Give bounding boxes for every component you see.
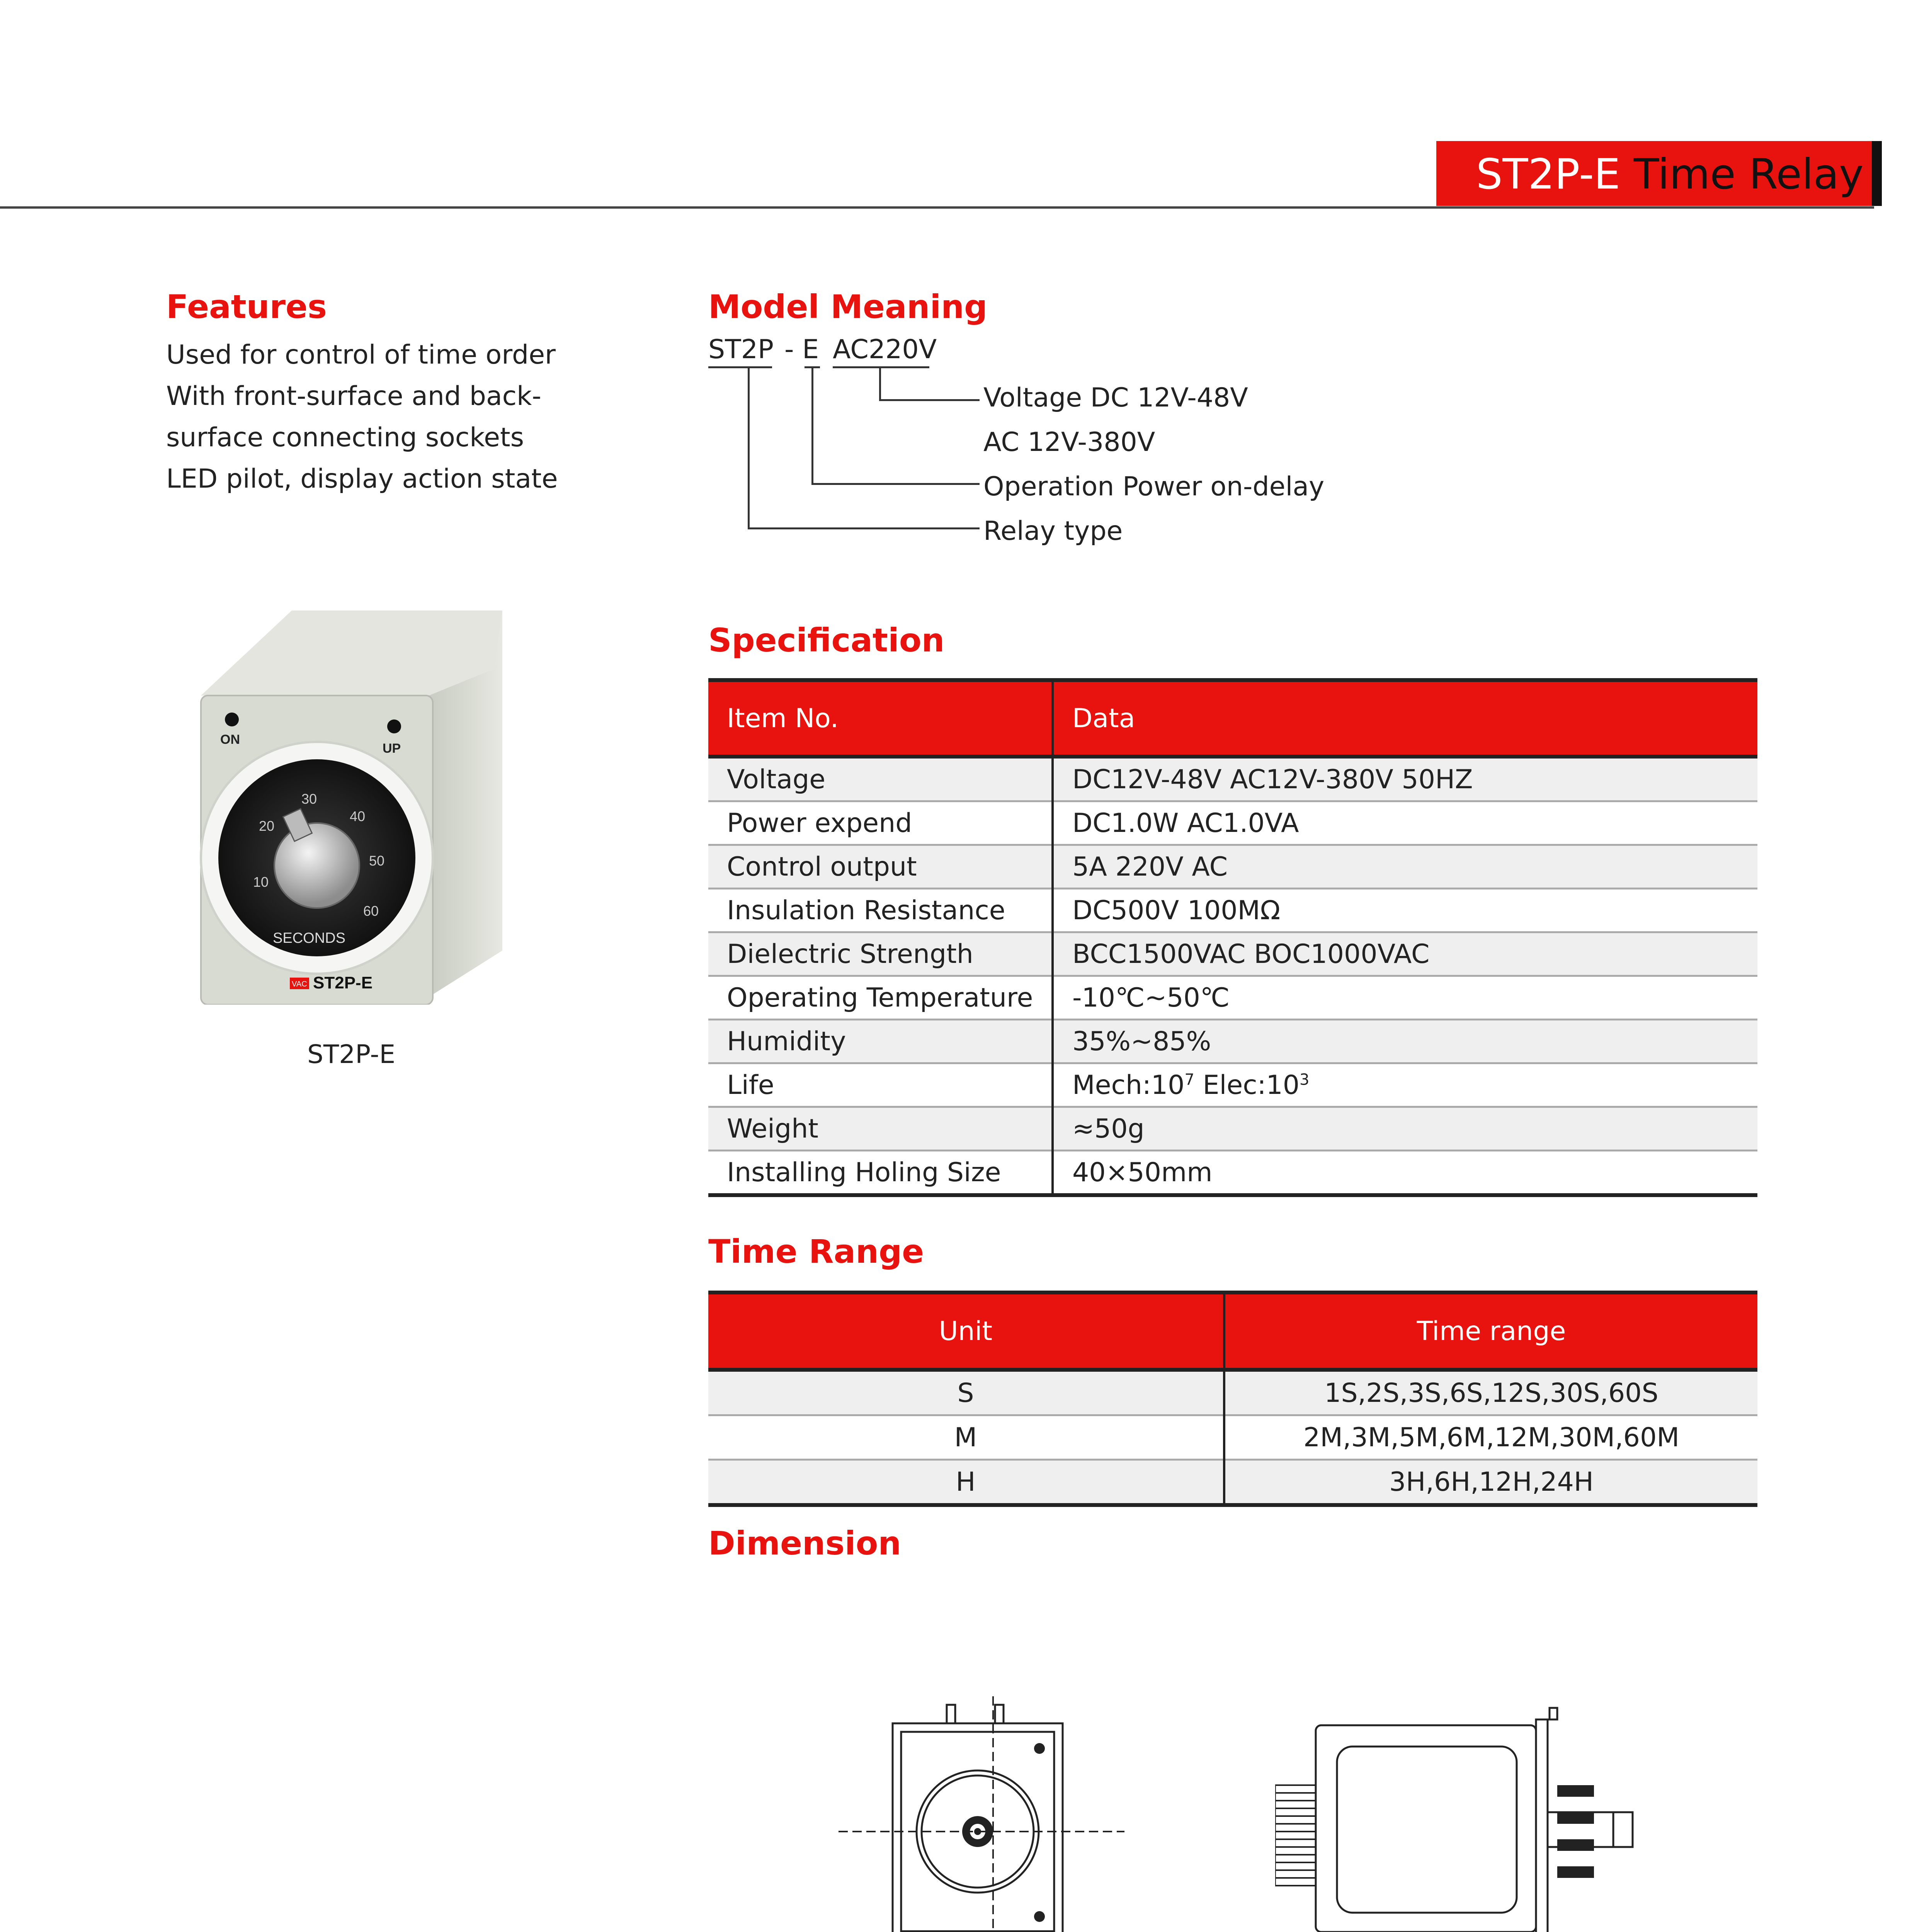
spec-item: Control output <box>708 845 1053 889</box>
range-cell: 3H,6H,12H,24H <box>1224 1460 1757 1505</box>
title-model: ST2P-E <box>1476 150 1621 199</box>
dial-tick: 10 <box>253 874 269 890</box>
spec-data: ≈50g <box>1053 1107 1757 1151</box>
time-range-table <box>708 1291 1757 1507</box>
up-led-label: UP <box>383 741 401 756</box>
table-row <box>708 845 1757 889</box>
column-header: Data <box>1053 680 1757 757</box>
column-header: Item No. <box>708 680 1053 757</box>
connector-line <box>748 368 750 529</box>
dial-tick: 20 <box>259 818 275 834</box>
underline-relay-type <box>708 366 772 368</box>
dimension-heading: Dimension <box>708 1524 902 1562</box>
specification-heading: Specification <box>708 621 945 659</box>
housing-top <box>201 611 502 696</box>
underline-voltage <box>833 366 929 368</box>
side-view-key <box>1613 1812 1633 1847</box>
spec-item: Operating Temperature <box>708 976 1053 1020</box>
spec-data: DC1.0W AC1.0VA <box>1053 801 1757 845</box>
spec-data: 35%~85% <box>1053 1020 1757 1063</box>
title-product: Time Relay <box>1633 150 1864 199</box>
specification-table <box>708 678 1757 1197</box>
table-row <box>708 1370 1757 1415</box>
dial-tick: 50 <box>369 853 385 869</box>
connector-line <box>748 527 980 529</box>
model-code-part-1: ST2P <box>708 334 774 365</box>
features-line-1: Used for control of time order <box>166 340 556 370</box>
spec-data: -10℃~50℃ <box>1053 976 1757 1020</box>
table-row <box>708 757 1757 801</box>
table-row <box>708 889 1757 932</box>
table-row <box>708 1063 1757 1107</box>
model-badge-text: VAC <box>292 980 307 988</box>
dial-seconds-label: SECONDS <box>273 930 345 946</box>
spec-data <box>1053 1063 1757 1107</box>
column-header: Unit <box>708 1293 1224 1370</box>
table-row <box>708 1415 1757 1460</box>
life-elec: Elec:10 <box>1194 1070 1300 1100</box>
spec-item: Voltage <box>708 757 1053 801</box>
column-header: Time range <box>1224 1293 1757 1370</box>
model-meaning-heading: Model Meaning <box>708 288 988 326</box>
life-elec-exp: 3 <box>1300 1070 1310 1088</box>
table-row <box>708 1460 1757 1505</box>
connector-line <box>811 368 813 485</box>
unit-cell: M <box>708 1415 1224 1460</box>
page-title <box>1476 144 1864 206</box>
time-range-heading: Time Range <box>708 1233 924 1270</box>
range-cell: 2M,3M,5M,6M,12M,30M,60M <box>1224 1415 1757 1460</box>
dial-tick: 40 <box>349 808 366 824</box>
dial-tick: 60 <box>363 903 379 919</box>
front-view-led <box>1034 1743 1045 1754</box>
model-code-part-3: AC220V <box>833 334 937 365</box>
up-led <box>387 719 401 733</box>
model-code-part-2: - E <box>784 334 819 365</box>
spec-item: Humidity <box>708 1020 1053 1063</box>
spec-item: Installing Holing Size <box>708 1151 1053 1196</box>
spec-data: 40×50mm <box>1053 1151 1757 1196</box>
model-label-operation: Operation Power on-delay <box>983 471 1325 502</box>
model-label-voltage-dc: Voltage DC 12V-48V <box>983 383 1248 413</box>
front-view-drawing <box>835 1696 1136 1932</box>
table-header-row <box>708 680 1757 757</box>
connector-line <box>811 483 980 485</box>
table-row <box>708 932 1757 976</box>
spec-data: DC500V 100MΩ <box>1053 889 1757 932</box>
table-row <box>708 1151 1757 1196</box>
spec-item: Dielectric Strength <box>708 932 1053 976</box>
model-face-label: ST2P-E <box>313 973 373 992</box>
features-line-3: surface connecting sockets <box>166 422 524 453</box>
life-mech-exp: 7 <box>1184 1070 1194 1088</box>
side-view-drawing <box>1275 1696 1665 1932</box>
life-mech: Mech:10 <box>1072 1070 1185 1100</box>
model-label-voltage-ac: AC 12V-380V <box>983 427 1155 457</box>
spec-item: Weight <box>708 1107 1053 1151</box>
unit-cell: S <box>708 1370 1224 1415</box>
product-image <box>193 611 522 1005</box>
header-rule <box>0 206 1874 209</box>
side-view-body <box>1316 1725 1536 1932</box>
table-row <box>708 1107 1757 1151</box>
model-label-relay-type: Relay type <box>983 516 1123 546</box>
table-header-row <box>708 1293 1757 1370</box>
connector-line <box>879 368 881 401</box>
unit-cell: H <box>708 1460 1224 1505</box>
side-view-window <box>1337 1747 1517 1913</box>
features-line-2: With front-surface and back- <box>166 381 541 412</box>
side-view-flange <box>1536 1719 1548 1932</box>
spec-data: BCC1500VAC BOC1000VAC <box>1053 932 1757 976</box>
on-led-label: ON <box>220 732 240 747</box>
front-view-led <box>1034 1911 1045 1922</box>
range-cell: 1S,2S,3S,6S,12S,30S,60S <box>1224 1370 1757 1415</box>
table-row <box>708 801 1757 845</box>
spec-item: Life <box>708 1063 1053 1107</box>
dial-knob[interactable] <box>274 823 359 908</box>
spec-data: DC12V-48V AC12V-380V 50HZ <box>1053 757 1757 801</box>
table-row <box>708 1020 1757 1063</box>
on-led <box>225 713 239 726</box>
features-heading: Features <box>166 288 327 326</box>
spec-item: Power expend <box>708 801 1053 845</box>
features-line-4: LED pilot, display action state <box>166 464 558 494</box>
connector-line <box>879 399 980 401</box>
product-caption: ST2P-E <box>307 1039 396 1069</box>
dial-tick: 30 <box>301 791 317 807</box>
table-row <box>708 976 1757 1020</box>
spec-data: 5A 220V AC <box>1053 845 1757 889</box>
spec-item: Insulation Resistance <box>708 889 1053 932</box>
